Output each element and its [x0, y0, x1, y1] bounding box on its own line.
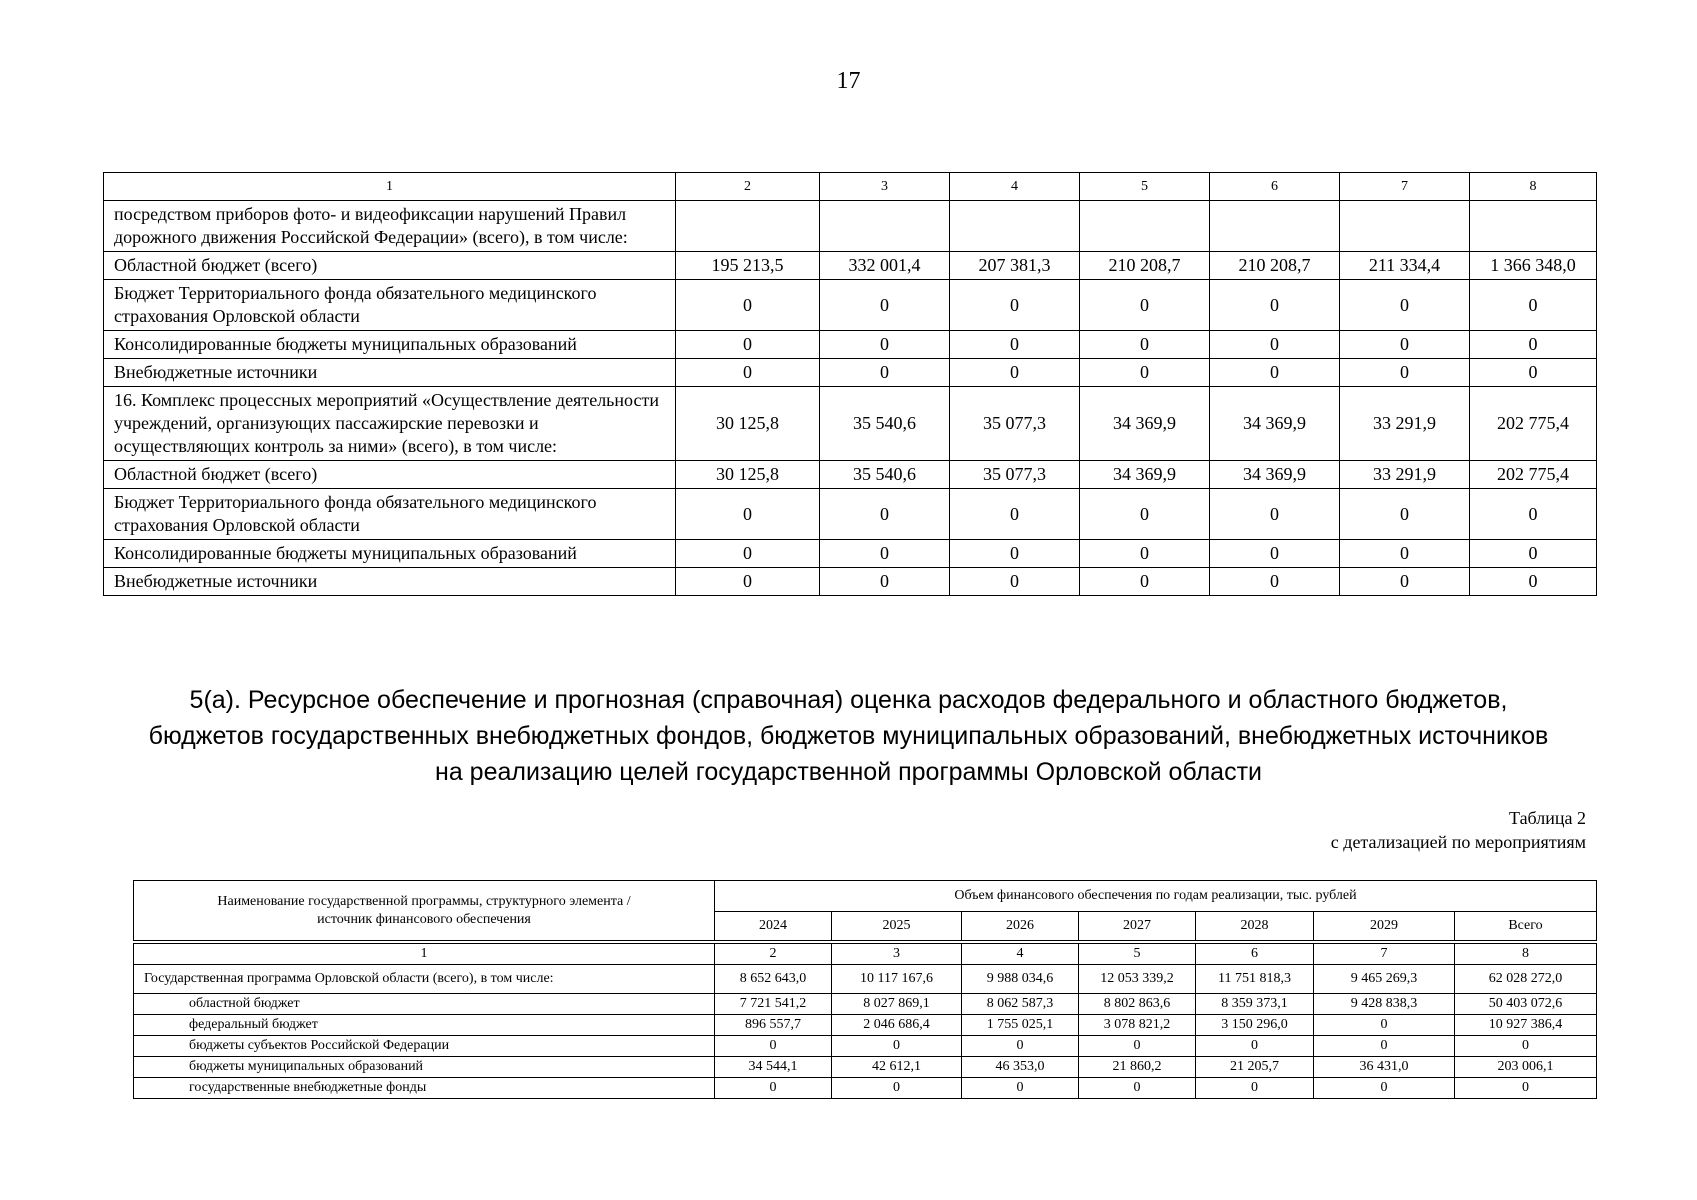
table-caption-title: Таблица 2 [1509, 808, 1586, 828]
table-caption-subtitle: с детализацией по мероприятиям [1330, 832, 1586, 852]
table-row [104, 331, 1597, 359]
value-cell: 0 [1470, 568, 1597, 596]
value-cell: 0 [950, 331, 1080, 359]
value-cell: 0 [1314, 1036, 1455, 1057]
value-cell: 0 [1340, 359, 1470, 387]
value-cell: 202 775,4 [1470, 461, 1597, 489]
column-number: 6 [1196, 944, 1314, 965]
value-cell: 0 [1210, 489, 1340, 540]
value-cell: 34 369,9 [1210, 461, 1340, 489]
column-number: 7 [1314, 944, 1455, 965]
value-cell: 42 612,1 [832, 1057, 962, 1078]
value-cell: 0 [832, 1036, 962, 1057]
year-header: 2027 [1079, 912, 1196, 941]
value-cell: 0 [1340, 568, 1470, 596]
row-label: государственные внебюджетные фонды [134, 1078, 715, 1099]
row-label: 16. Комплекс процессных мероприятий «Осуществление деятельности учреждений, организующих пассажирские перевозки и осуществляющих контроль за ними» (всего), в том числе: [104, 387, 676, 461]
value-cell: 21 860,2 [1079, 1057, 1196, 1078]
value-cell: 0 [1210, 331, 1340, 359]
value-cell: 46 353,0 [962, 1057, 1079, 1078]
column-number: 1 [104, 173, 676, 201]
value-cell: 30 125,8 [676, 461, 820, 489]
value-cell: 8 062 587,3 [962, 994, 1079, 1015]
value-cell: 332 001,4 [820, 252, 950, 280]
page-number: 17 [836, 68, 861, 94]
value-cell: 0 [1455, 1036, 1597, 1057]
value-cell: 0 [1470, 359, 1597, 387]
value-cell: 0 [1210, 280, 1340, 331]
value-cell: 0 [676, 331, 820, 359]
value-cell: 0 [950, 359, 1080, 387]
row-label: посредством приборов фото- и видеофиксации нарушений Правил дорожного движения Российской Федерации» (всего), в том числе: [104, 201, 676, 252]
value-cell: 0 [950, 568, 1080, 596]
value-cell: 12 053 339,2 [1079, 965, 1196, 994]
table-row [134, 1015, 1597, 1036]
column-number: 1 [134, 944, 715, 965]
column-number: 5 [1080, 173, 1210, 201]
table-row [104, 387, 1597, 461]
value-cell: 8 027 869,1 [832, 994, 962, 1015]
table-row [134, 1078, 1597, 1099]
value-cell: 0 [1210, 359, 1340, 387]
value-cell: 50 403 072,6 [1455, 994, 1597, 1015]
value-cell: 3 078 821,2 [1079, 1015, 1196, 1036]
row-label: бюджеты муниципальных образований [134, 1057, 715, 1078]
value-cell [676, 201, 820, 252]
value-cell: 0 [832, 1078, 962, 1099]
value-cell: 0 [1080, 331, 1210, 359]
value-cell: 11 751 818,3 [1196, 965, 1314, 994]
row-label: Областной бюджет (всего) [104, 252, 676, 280]
value-cell: 0 [1210, 568, 1340, 596]
column-number: 3 [832, 944, 962, 965]
value-cell: 195 213,5 [676, 252, 820, 280]
column-number: 7 [1340, 173, 1470, 201]
value-cell: 0 [1470, 489, 1597, 540]
row-label: федеральный бюджет [134, 1015, 715, 1036]
value-cell: 10 117 167,6 [832, 965, 962, 994]
value-cell: 0 [820, 280, 950, 331]
value-cell: 1 366 348,0 [1470, 252, 1597, 280]
resource-table [133, 880, 1597, 1099]
table-row [104, 252, 1597, 280]
column-number: 5 [1079, 944, 1196, 965]
row-label: Бюджет Территориального фонда обязательного медицинского страхования Орловской области [104, 489, 676, 540]
value-cell [1470, 201, 1597, 252]
value-cell: 0 [1210, 540, 1340, 568]
table-row [104, 359, 1597, 387]
column-number: 6 [1210, 173, 1340, 201]
value-cell: 0 [1470, 280, 1597, 331]
value-cell: 0 [1340, 489, 1470, 540]
row-label: бюджеты субъектов Российской Федерации [134, 1036, 715, 1057]
value-cell: 0 [1080, 280, 1210, 331]
value-cell [1080, 201, 1210, 252]
value-cell: 0 [715, 1036, 832, 1057]
value-cell: 0 [676, 489, 820, 540]
year-header: 2025 [832, 912, 962, 941]
value-cell: 8 652 643,0 [715, 965, 832, 994]
value-cell: 0 [1314, 1078, 1455, 1099]
value-cell: 9 465 269,3 [1314, 965, 1455, 994]
value-cell: 0 [1080, 359, 1210, 387]
value-cell: 0 [1470, 540, 1597, 568]
year-header: 2024 [715, 912, 832, 941]
value-cell: 0 [1079, 1078, 1196, 1099]
value-cell: 35 540,6 [820, 461, 950, 489]
column-number: 8 [1455, 944, 1597, 965]
table-row [134, 994, 1597, 1015]
value-cell: 896 557,7 [715, 1015, 832, 1036]
value-cell: 0 [1314, 1015, 1455, 1036]
value-cell: 0 [820, 540, 950, 568]
value-cell: 0 [820, 568, 950, 596]
value-cell: 34 369,9 [1210, 387, 1340, 461]
column-number: 4 [950, 173, 1080, 201]
table-row [104, 461, 1597, 489]
row-label: Консолидированные бюджеты муниципальных образований [104, 331, 676, 359]
section-heading-line: на реализацию целей государственной программы Орловской области [435, 758, 1262, 786]
value-cell: 0 [820, 331, 950, 359]
value-cell: 10 927 386,4 [1455, 1015, 1597, 1036]
value-cell: 9 428 838,3 [1314, 994, 1455, 1015]
table-row [104, 489, 1597, 540]
table-row [104, 201, 1597, 252]
value-cell: 210 208,7 [1210, 252, 1340, 280]
value-cell: 34 369,9 [1080, 461, 1210, 489]
value-cell [1340, 201, 1470, 252]
budget-table-continued [103, 172, 1597, 596]
row-label: Областной бюджет (всего) [104, 461, 676, 489]
value-cell: 211 334,4 [1340, 252, 1470, 280]
section-heading [0, 682, 1697, 790]
value-cell: 0 [962, 1036, 1079, 1057]
value-cell: 202 775,4 [1470, 387, 1597, 461]
value-cell: 35 540,6 [820, 387, 950, 461]
row-label: Государственная программа Орловской области (всего), в том числе: [134, 965, 715, 994]
value-cell: 0 [1340, 331, 1470, 359]
column-number: 3 [820, 173, 950, 201]
value-cell: 33 291,9 [1340, 461, 1470, 489]
value-cell: 203 006,1 [1455, 1057, 1597, 1078]
value-cell: 2 046 686,4 [832, 1015, 962, 1036]
value-cell: 0 [950, 280, 1080, 331]
value-cell: 34 544,1 [715, 1057, 832, 1078]
value-cell: 35 077,3 [950, 387, 1080, 461]
row-label: областной бюджет [134, 994, 715, 1015]
table-row [134, 1036, 1597, 1057]
section-heading-line: 5(а). Ресурсное обеспечение и прогнозная (справочная) оценка расходов федерального и областного бюджетов, [189, 686, 1508, 714]
row-label: Внебюджетные источники [104, 359, 676, 387]
value-cell: 0 [820, 359, 950, 387]
value-cell: 0 [1340, 540, 1470, 568]
volume-column-header: Объем финансового обеспечения по годам реализации, тыс. рублей [715, 881, 1597, 912]
name-column-header: Наименование государственной программы, структурного элемента / источник финансового обеспечения [134, 881, 715, 941]
value-cell: 30 125,8 [676, 387, 820, 461]
value-cell: 0 [1080, 489, 1210, 540]
value-cell: 0 [950, 540, 1080, 568]
value-cell: 0 [715, 1078, 832, 1099]
value-cell: 62 028 272,0 [1455, 965, 1597, 994]
value-cell: 0 [1340, 280, 1470, 331]
year-header: Всего [1455, 912, 1597, 941]
column-number-row [104, 173, 1597, 201]
value-cell: 0 [1080, 568, 1210, 596]
column-number: 8 [1470, 173, 1597, 201]
table-row [134, 965, 1597, 994]
value-cell: 0 [1196, 1078, 1314, 1099]
section-heading-line: бюджетов государственных внебюджетных фондов, бюджетов муниципальных образований, внебюджетных источников [148, 722, 1549, 750]
value-cell: 0 [676, 280, 820, 331]
value-cell: 3 150 296,0 [1196, 1015, 1314, 1036]
value-cell: 8 802 863,6 [1079, 994, 1196, 1015]
value-cell [950, 201, 1080, 252]
value-cell: 35 077,3 [950, 461, 1080, 489]
value-cell: 9 988 034,6 [962, 965, 1079, 994]
value-cell: 0 [1196, 1036, 1314, 1057]
column-number-row [134, 944, 1597, 965]
year-header: 2026 [962, 912, 1079, 941]
year-header: 2028 [1196, 912, 1314, 941]
table-row [104, 280, 1597, 331]
value-cell: 0 [676, 359, 820, 387]
value-cell: 0 [962, 1078, 1079, 1099]
row-label: Бюджет Территориального фонда обязательного медицинского страхования Орловской области [104, 280, 676, 331]
table-caption [1331, 806, 1586, 854]
value-cell: 8 359 373,1 [1196, 994, 1314, 1015]
value-cell: 1 755 025,1 [962, 1015, 1079, 1036]
value-cell: 0 [1079, 1036, 1196, 1057]
value-cell: 0 [676, 540, 820, 568]
value-cell: 207 381,3 [950, 252, 1080, 280]
value-cell: 21 205,7 [1196, 1057, 1314, 1078]
year-header: 2029 [1314, 912, 1455, 941]
value-cell: 0 [820, 489, 950, 540]
row-label: Консолидированные бюджеты муниципальных образований [104, 540, 676, 568]
table-row [104, 568, 1597, 596]
table-row [104, 540, 1597, 568]
value-cell: 0 [1455, 1078, 1597, 1099]
value-cell: 210 208,7 [1080, 252, 1210, 280]
value-cell: 0 [1470, 331, 1597, 359]
column-number: 2 [676, 173, 820, 201]
value-cell [1210, 201, 1340, 252]
row-label: Внебюджетные источники [104, 568, 676, 596]
column-number: 2 [715, 944, 832, 965]
value-cell [820, 201, 950, 252]
table-row [134, 1057, 1597, 1078]
column-number: 4 [962, 944, 1079, 965]
value-cell: 34 369,9 [1080, 387, 1210, 461]
value-cell: 7 721 541,2 [715, 994, 832, 1015]
value-cell: 0 [1080, 540, 1210, 568]
value-cell: 0 [950, 489, 1080, 540]
value-cell: 36 431,0 [1314, 1057, 1455, 1078]
value-cell: 0 [676, 568, 820, 596]
value-cell: 33 291,9 [1340, 387, 1470, 461]
